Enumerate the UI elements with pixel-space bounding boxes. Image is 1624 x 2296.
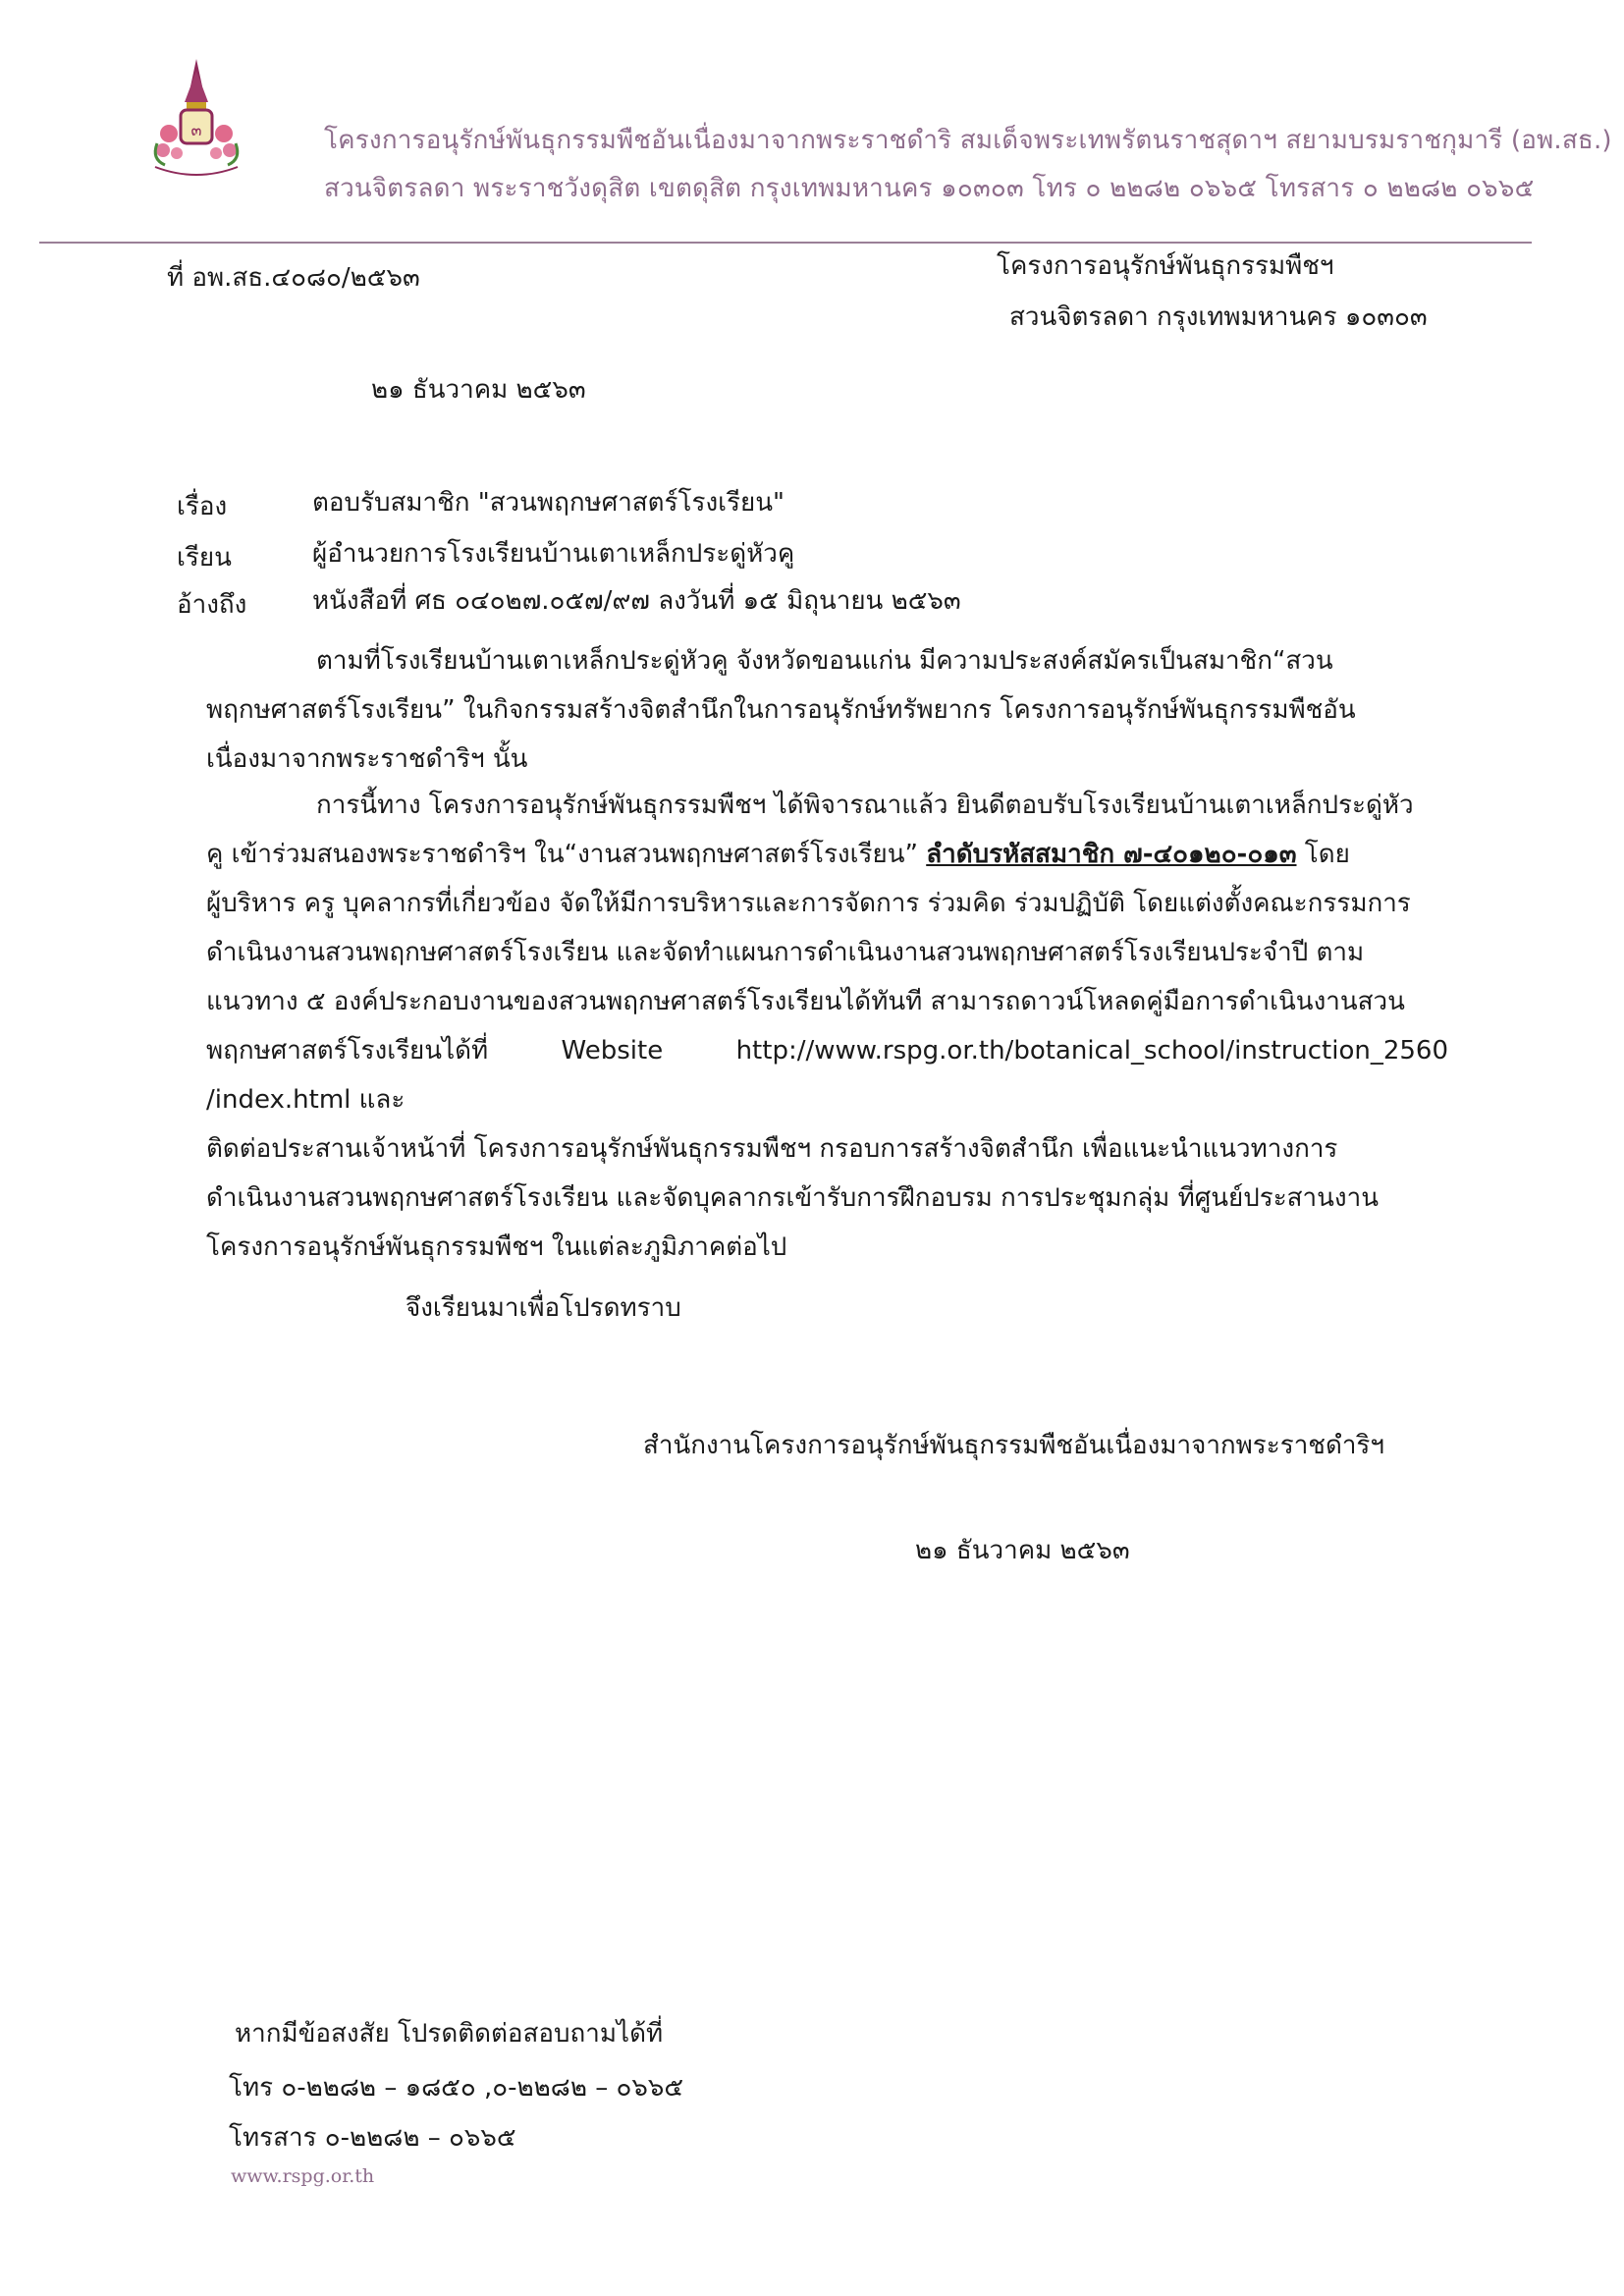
paragraph-line [206,830,1448,879]
svg-text:๓: ๓ [190,121,202,139]
signature-date: ๒๑ ธันวาคม ๒๕๖๓ [915,1536,1130,1565]
contact-telephone: โทร ๐-๒๒๘๒ – ๑๘๕๐ ,๐-๒๒๘๒ – ๐๖๖๕ [229,2073,684,2103]
body-paragraph-1 [206,636,1448,784]
letter-date: ๒๑ ธันวาคม ๒๕๖๓ [371,375,586,405]
paragraph-line: ดำเนินงานสวนพฤกษศาสตร์โรงเรียน และจัดบุคลากรเข้ารับการฝึกอบรม การประชุมกลุ่ม ที่ศูนย์ประสานงาน [206,1183,1379,1213]
subject-label: เรื่อง [177,492,228,521]
paragraph-line: พฤกษศาสตร์โรงเรียน” ในกิจกรรมสร้างจิตสำนึกในการอนุรักษ์ทรัพยากร โครงการอนุรักษ์พันธุกรรมพืชอัน [206,695,1356,725]
contact-heading: หากมีข้อสงสัย โปรดติดต่อสอบถามได้ที่ [235,2019,664,2049]
sender-org: โครงการอนุรักษ์พันธุกรรมพืชฯ [997,251,1334,281]
paragraph-line: เนื่องมาจากพระราชดำริฯ นั้น [206,744,528,774]
reference-text: หนังสือที่ ศธ ๐๔๐๒๗.๐๕๗/๙๗ ลงวันที่ ๑๕ มิถุนายน ๒๕๖๓ [312,586,961,616]
letterhead-org-line: โครงการอนุรักษ์พันธุกรรมพืชอันเนื่องมาจากพระราชดำริ สมเด็จพระเทพรัตนราชสุดาฯ สยามบรมราชกุมารี (อพ.สธ.) [324,126,1612,155]
paragraph-line-text: ตามที่โรงเรียนบ้านเตาเหล็กประดู่หัวคู จังหวัดขอนแก่น มีความประสงค์สมัครเป็นสมาชิก“สวน [316,646,1333,676]
paragraph-line [206,781,1448,830]
recipient-text: ผู้อำนวยการโรงเรียนบ้านเตาเหล็กประดู่หัวคู [312,539,795,569]
closing-line: จึงเรียนมาเพื่อโปรดทราบ [406,1293,681,1323]
paragraph-line: แนวทาง ๕ องค์ประกอบงานของสวนพฤกษศาสตร์โรงเรียนได้ทันที สามารถดาวน์โหลดคู่มือการดำเนินงานสวน [206,987,1405,1016]
body-paragraph-2 [206,781,1448,1272]
sender-address: สวนจิตรลดา กรุงเทพมหานคร ๑๐๓๐๓ [1009,302,1428,332]
paragraph-line-text: คู เข้าร่วมสนองพระราชดำริฯ ใน“งานสวนพฤกษศาสตร์โรงเรียน” [206,840,927,869]
member-code: ลำดับรหัสสมาชิก ๗-๔๐๑๒๐-๐๑๓ [926,840,1297,869]
paragraph-line: ผู้บริหาร ครู บุคลากรที่เกี่ยวข้อง จัดให้มีการบริหารและการจัดการ ร่วมคิด ร่วมปฏิบัติ โดยแต่งตั้งคณะกรรมการ [206,889,1411,918]
paragraph-line: โครงการอนุรักษ์พันธุกรรมพืชฯ ในแต่ละภูมิภาคต่อไป [206,1232,787,1262]
paragraph-line-text: โดย [1296,840,1350,869]
contact-fax: โทรสาร ๐-๒๒๘๒ – ๐๖๖๕ [229,2123,516,2153]
subject-text: ตอบรับสมาชิก "สวนพฤกษศาสตร์โรงเรียน" [312,488,785,518]
paragraph-line-text: การนี้ทาง โครงการอนุรักษ์พันธุกรรมพืชฯ ได้พิจารณาแล้ว ยินดีตอบรับโรงเรียนบ้านเตาเหล็กประดู่หัว [316,791,1414,820]
rspg-emblem-logo [147,57,245,185]
reference-number: ที่ อพ.สธ.๔๐๘๐/๒๕๖๓ [167,263,420,293]
website-link[interactable]: www.rspg.or.th [231,2165,375,2187]
paragraph-line: ดำเนินงานสวนพฤกษศาสตร์โรงเรียน และจัดทำแผนการดำเนินงานสวนพฤกษศาสตร์โรงเรียนประจำปี ตาม [206,938,1365,967]
letterhead-divider [39,242,1532,244]
paragraph-line-with-url: พฤกษศาสตร์โรงเรียนได้ที่ Website http://www.rspg.or.th/botanical_school/instruction_2560 /index.html และ [206,1036,1448,1115]
signing-office: สำนักงานโครงการอนุรักษ์พันธุกรรมพืชอันเนื่องมาจากพระราชดำริฯ [643,1431,1384,1460]
recipient-label: เรียน [177,543,232,573]
letterhead-address-line: สวนจิตรลดา พระราชวังดุสิต เขตดุสิต กรุงเทพมหานคร ๑๐๓๐๓ โทร ๐ ๒๒๘๒ ๐๖๖๕ โทรสาร ๐ ๒๒๘๒ ๐๖๖๕ [324,174,1535,203]
paragraph-line [206,636,1448,685]
paragraph-line: ติดต่อประสานเจ้าหน้าที่ โครงการอนุรักษ์พันธุกรรมพืชฯ กรอบการสร้างจิตสำนึก เพื่อแนะนำแนวทางการ [206,1134,1338,1164]
reference-label: อ้างถึง [177,590,247,620]
